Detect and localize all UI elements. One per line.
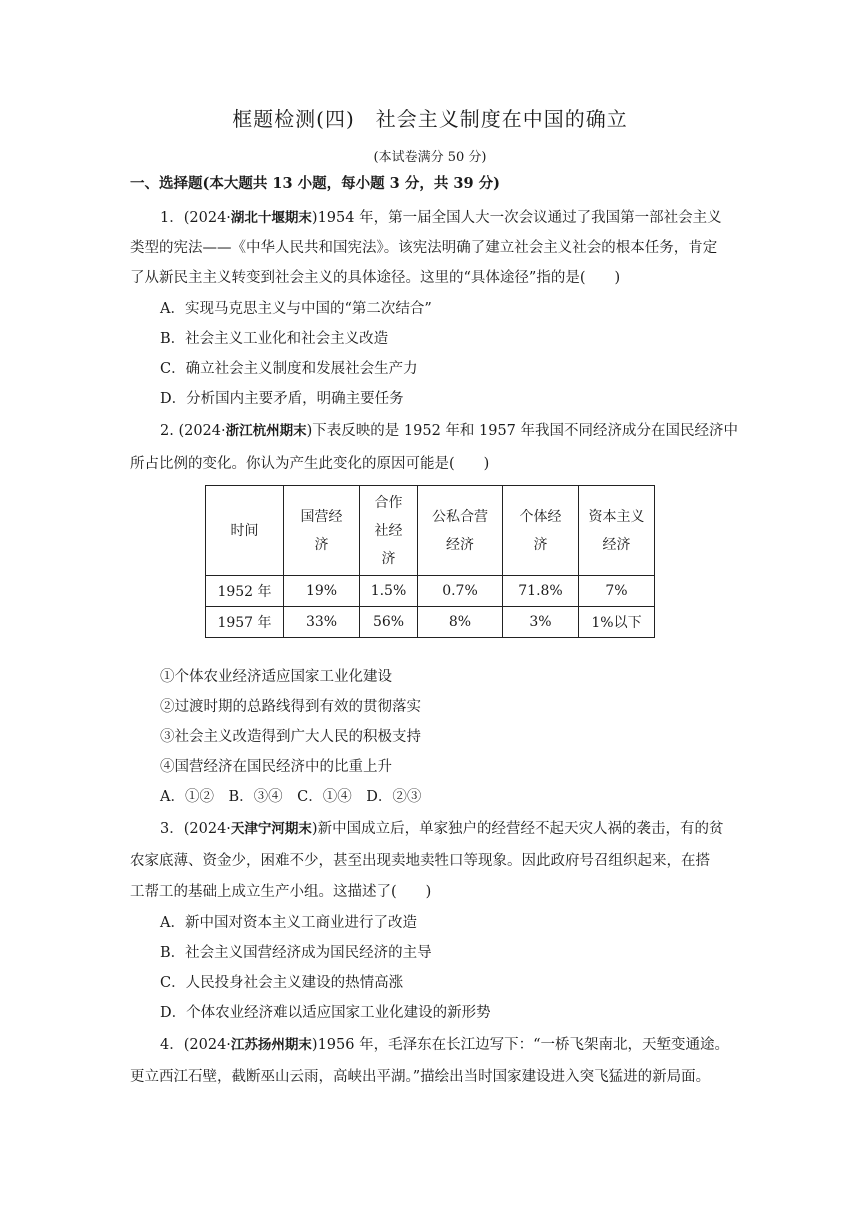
q1-number: 1．( [160,210,190,226]
q1-option-b: B．社会主义工业化和社会主义改造 [160,331,389,347]
q4-source: 江苏扬州期末 [230,1037,312,1053]
q2-statement-4: ④国营经济在国民经济中的比重上升 [160,759,392,775]
page-title: 框题检测(四) 社会主义制度在中国的确立 [232,107,628,131]
table-cell: 1952 年 [206,576,284,607]
q3-line1 [160,819,740,839]
table-cell: 1.5% [360,576,418,607]
table-cell: 71.8% [503,576,579,607]
header-cell: 合作 社经 济 [360,486,418,576]
q4-year: 2024· [189,1037,231,1053]
q2-line1 [160,421,740,441]
table-row [206,576,655,607]
q2-source: 浙江杭州期末 [225,423,307,439]
table-cell: 1%以下 [579,607,655,638]
q3-option-c: C．人民投身社会主义建设的热情高涨 [160,975,404,991]
q1-source: 湖北十堰期末 [230,210,312,226]
q2-statement-1: ①个体农业经济适应国家工业化建设 [160,669,392,685]
q1-year: 2024· [189,210,231,226]
q3-year: 2024· [189,821,231,837]
q3-source: 天津宁河期末 [230,821,312,837]
q4-text: )1956 年，毛泽东在长江边写下：“一桥飞架南北，天堑变通途。 [311,1037,729,1053]
q3-option-d: D．个体农业经济难以适应国家工业化建设的新形势 [160,1005,491,1021]
q1-line2: 类型的宪法——《中华人民共和国宪法》。该宪法明确了建立社会主义社会的根本任务，肯定 [130,240,718,256]
q1-option-c: C．确立社会主义制度和发展社会生产力 [160,361,418,377]
q2-statement-3: ③社会主义改造得到广大人民的积极支持 [160,729,421,745]
q3-number: 3．( [160,821,190,837]
header-cell: 时间 [206,486,284,576]
header-cell: 个体经 济 [503,486,579,576]
table-cell: 7% [579,576,655,607]
q3-line2: 农家底薄、资金少，困难不少，甚至出现卖地卖牲口等现象。因此政府号召组织起来，在搭 [130,853,710,869]
q1-text: )1954 年，第一届全国人大一次会议通过了我国第一部社会主义 [311,210,722,226]
q3-option-b: B．社会主义国营经济成为国民经济的主导 [160,945,432,961]
table-header-row [206,486,655,576]
q4-line2: 更立西江石壁，截断巫山云雨，高峡出平湖。”描绘出当时国家建设进入突飞猛进的新局面。 [130,1069,711,1085]
table-cell: 19% [284,576,360,607]
header-cell: 公私合营 经济 [418,486,503,576]
economy-table [205,485,655,638]
table-row [206,607,655,638]
table-cell: 33% [284,607,360,638]
table-cell: 56% [360,607,418,638]
q2-choices: A．①② B．③④ C．①④ D．②③ [160,789,422,805]
table-cell: 3% [503,607,579,638]
q2-statement-2: ②过渡时期的总路线得到有效的贯彻落实 [160,699,421,715]
q1-line1 [160,208,740,228]
q2-line2: 所占比例的变化。你认为产生此变化的原因可能是( ) [130,456,490,472]
q1-option-a: A．实现马克思主义与中国的“第二次结合” [160,301,432,317]
header-cell: 国营经 济 [284,486,360,576]
q1-line3: 了从新民主主义转变到社会主义的具体途径。这里的“具体途径”指的是( ) [130,270,621,286]
q3-option-a: A．新中国对资本主义工商业进行了改造 [160,915,417,931]
q2-text: )下表反映的是 1952 年和 1957 年我国不同经济成分在国民经济中 [306,423,739,439]
q3-line3: 工帮工的基础上成立生产小组。这描述了( ) [130,884,432,900]
section-heading: 一、选择题(本大题共 13 小题，每小题 3 分，共 39 分) [130,175,500,192]
q2-number: 2. ( [160,423,185,439]
q1-option-d: D．分析国内主要矛盾，明确主要任务 [160,391,404,407]
table-cell: 8% [418,607,503,638]
q3-text: )新中国成立后，单家独户的经营经不起天灾人祸的袭击，有的贫 [311,821,724,837]
table-cell: 0.7% [418,576,503,607]
table-cell: 1957 年 [206,607,284,638]
score-note: (本试卷满分 50 分) [373,150,487,165]
q2-year: 2024· [184,423,226,439]
header-cell: 资本主义 经济 [579,486,655,576]
q4-line1 [160,1035,740,1055]
q4-number: 4．( [160,1037,190,1053]
